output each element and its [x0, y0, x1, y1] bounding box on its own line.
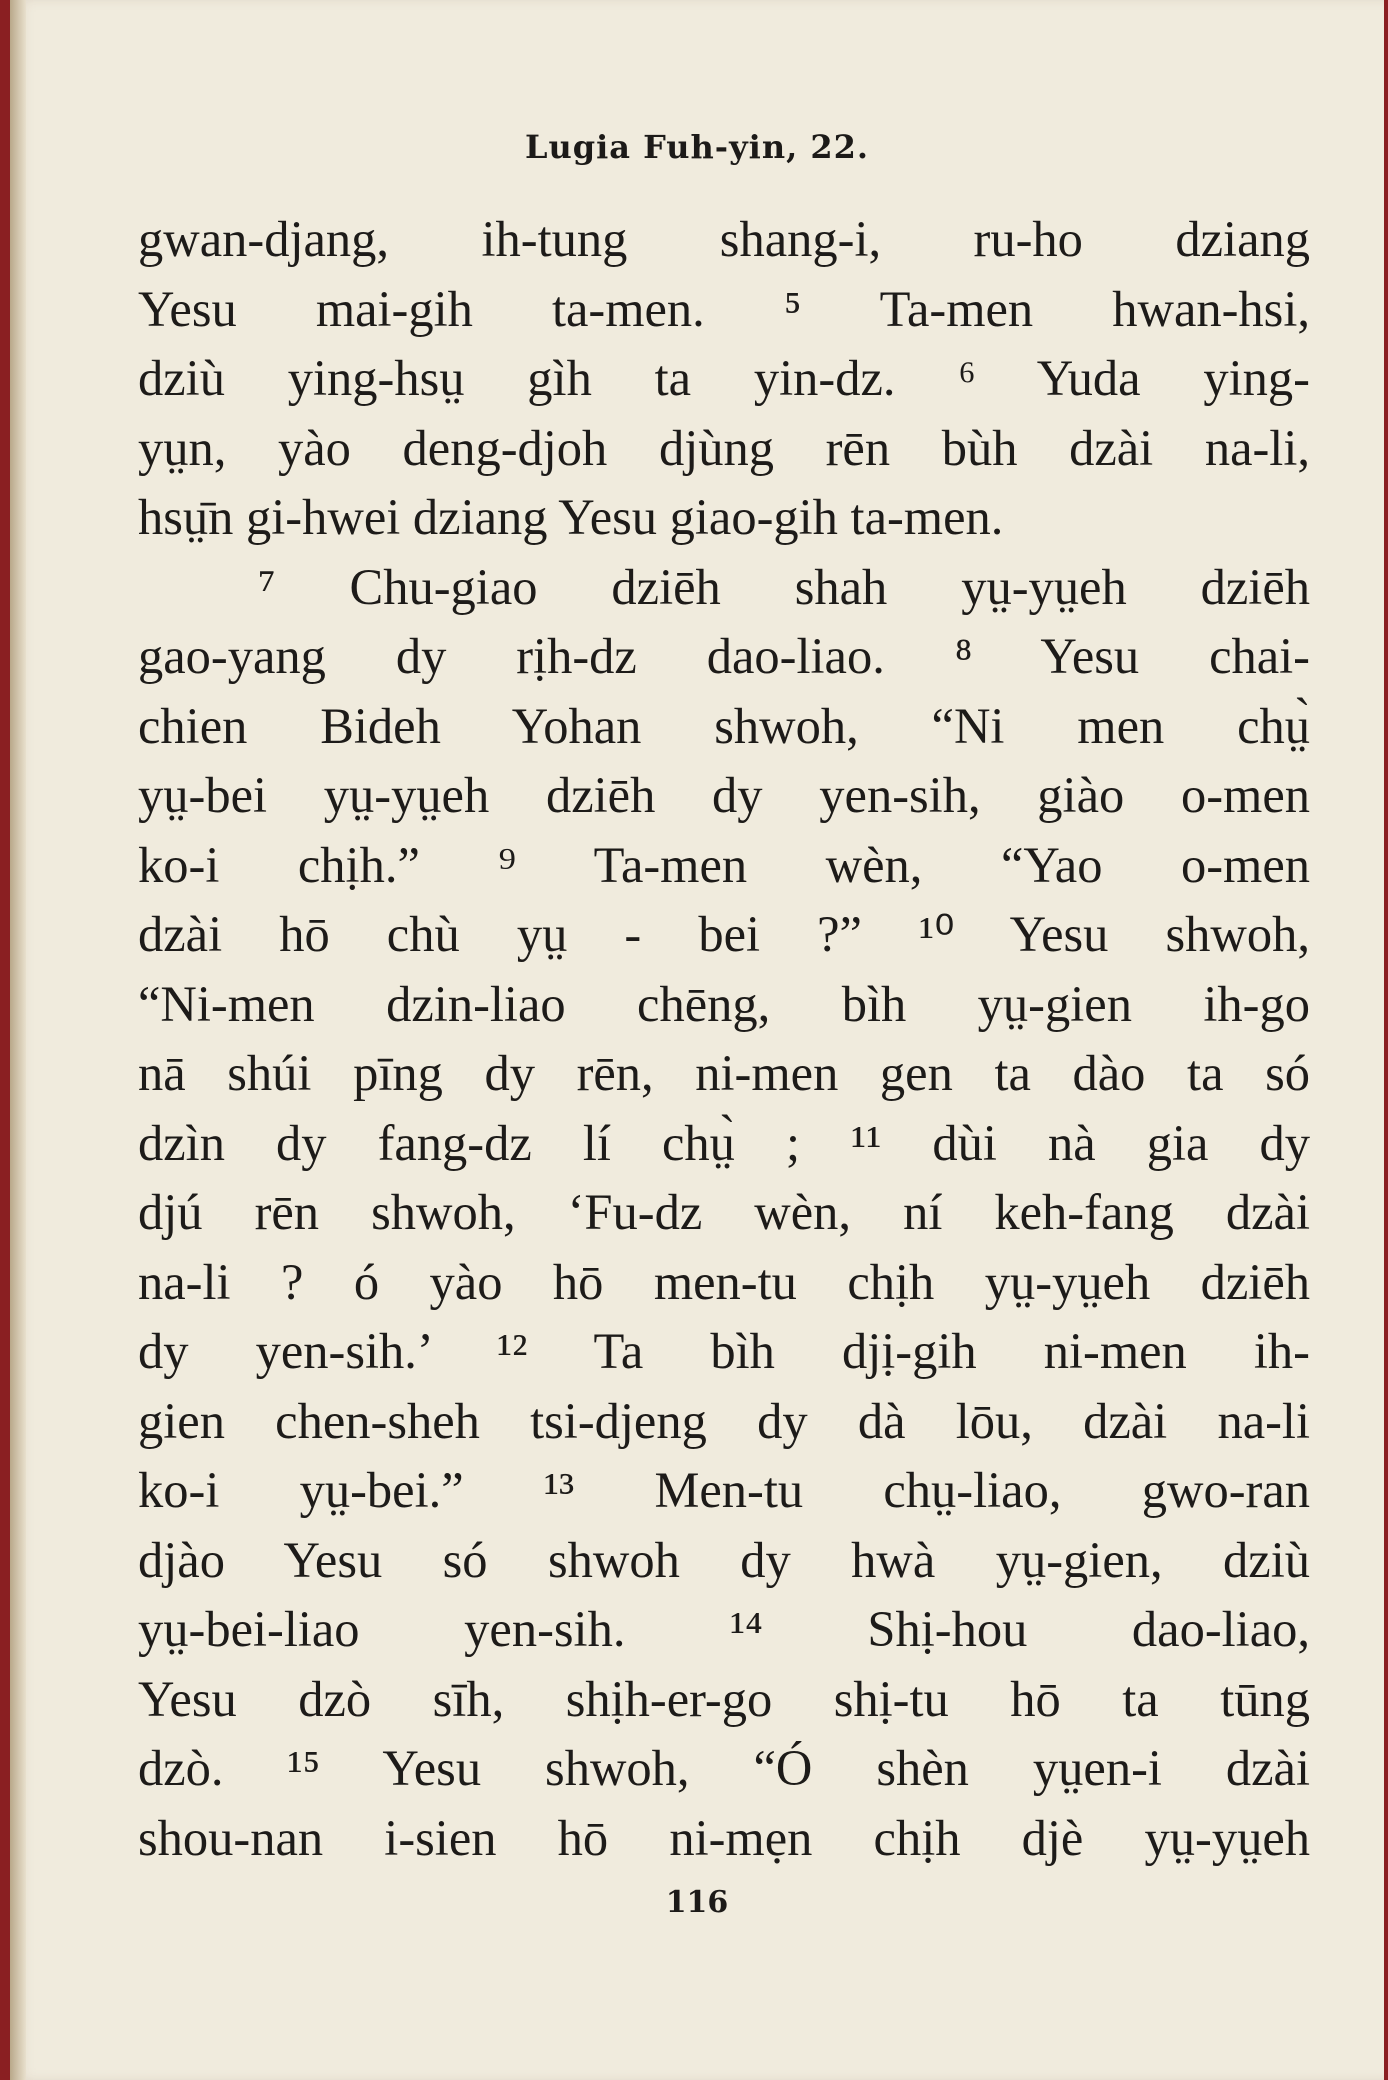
text-line: yṳ-bei-liao yen-sih. ¹⁴ Shị-hou dao-liao, [138, 1601, 1310, 1657]
text-line: dy yen-sih.’ ¹² Ta bìh djị-gih ni-men ih- [138, 1323, 1310, 1379]
text-line: dzài hō chù yṳ - bei ?” ¹⁰ Yesu shwoh, [138, 906, 1310, 962]
text-line: gwan-djang, ih-tung shang-i, ru-ho dziang [138, 211, 1310, 267]
text-line: ⁷ Chu-giao dziēh shah yṳ-yṳeh dziēh [258, 558, 1310, 615]
running-head: Lugia Fuh-yin, 22. [524, 128, 870, 166]
page-number: 116 [665, 1885, 729, 1920]
text-line: dziù ying-hsṳ gìh ta yin-dz. ⁶ Yuda ying- [138, 350, 1310, 406]
text-line: nā shúi pīng dy rēn, ni-men gen ta dào ta só [138, 1045, 1310, 1101]
page-gutter [10, 0, 26, 2080]
text-line: ko-i yṳ-bei.” ¹³ Men-tu chṳ-liao, gwo-ran [138, 1462, 1310, 1518]
text-line: Yesu dzò sīh, shịh-er-go shị-tu hō ta tūng [138, 1670, 1310, 1727]
text-line: dzìn dy fang-dz lí chṳ̀ ; ¹¹ dùi nà gia dy [138, 1114, 1310, 1171]
text-line: chien Bideh Yohan shwoh, “Ni men chṳ̀ [138, 697, 1310, 754]
page-body-text [138, 205, 1310, 1873]
text-line: yṳ-bei yṳ-yṳeh dziēh dy yen-sih, giào o-men [138, 767, 1310, 823]
text-line: na-li ? ó yào hō men-tu chịh yṳ-yṳeh dziēh [138, 1253, 1310, 1310]
text-line: dzò. ¹⁵ Yesu shwoh, “Ó shèn yṳen-i dzài [138, 1740, 1310, 1796]
book-page [10, 0, 1384, 2080]
text-line: hsṳ̄n gi-hwei dziang Yesu giao-gih ta-men. [138, 489, 1004, 545]
text-line: gao-yang dy rịh-dz dao-liao. ⁸ Yesu chai- [138, 628, 1310, 684]
text-line: djào Yesu só shwoh dy hwà yṳ-gien, dziù [138, 1531, 1310, 1588]
text-line: gien chen-sheh tsi-djeng dy dà lōu, dzài na-li [138, 1392, 1310, 1449]
text-line: shou-nan i-sien hō ni-mẹn chịh djè yṳ-yṳeh [138, 1809, 1310, 1866]
text-line: Yesu mai-gih ta-men. ⁵ Ta-men hwan-hsi, [138, 280, 1310, 337]
text-line: “Ni-men dzin-liao chēng, bìh yṳ-gien ih-go [138, 975, 1310, 1032]
text-line: ko-i chịh.” ⁹ Ta-men wèn, “Yao o-men [138, 836, 1310, 893]
text-line: djú rēn shwoh, ‘Fu-dz wèn, ní keh-fang dzài [138, 1184, 1310, 1240]
text-line: yṳn, yào deng-djoh djùng rēn bùh dzài na-li, [138, 419, 1310, 476]
